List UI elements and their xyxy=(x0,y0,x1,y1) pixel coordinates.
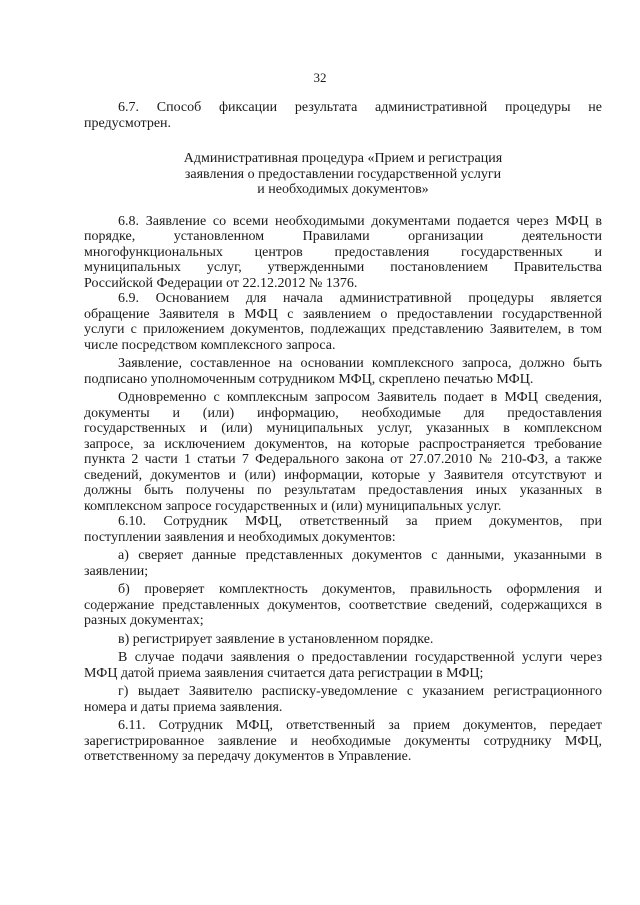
text-line: порядке, установленном Правилами организации деятельности xyxy=(84,229,602,244)
text-line: услуги с приложением документов, подлежащих представлению Заявителем, в том xyxy=(84,322,602,337)
text-line: комплексном запросе государственных и (или) муниципальных услуг. xyxy=(84,498,502,514)
paragraph-6-8 xyxy=(84,214,602,292)
paragraph-sluchae xyxy=(84,650,602,681)
text-line: многофункциональных центров предоставления государственных и xyxy=(84,244,602,260)
text-line: б) проверяет комплектность документов, правильность оформления и xyxy=(118,582,602,597)
text-line: МФЦ датой приема заявления считается дата регистрации в МФЦ; xyxy=(84,665,484,681)
paragraph-zayavlenie xyxy=(84,356,602,387)
paragraph-odnovremenno xyxy=(84,390,602,514)
text-line: числе посредством комплексного запроса. xyxy=(84,337,336,353)
text-line: номера и даты приема заявления. xyxy=(84,699,283,715)
paragraph-6-10 xyxy=(84,514,602,545)
text-line: разных документах; xyxy=(84,613,204,628)
text-line: В случае подачи заявления о предоставлении государственной услуги через xyxy=(118,650,602,665)
text-line: государственных и (или) муниципальных услуг, указанных в комплексном xyxy=(84,421,602,436)
text-line: Одновременно с комплексным запросом Заявитель подает в МФЦ сведения, xyxy=(118,390,602,405)
heading-line: Административная процедура «Прием и регистрация xyxy=(183,151,503,166)
text-line: 6.9. Основанием для начала административной процедуры является xyxy=(118,291,602,306)
text-line: содержание представленных документов, соответствие сведений, содержащихся в xyxy=(84,597,602,613)
text-line: Заявление, составленное на основании комплексного запроса, должно быть xyxy=(118,356,602,371)
paragraph-6-7 xyxy=(84,100,602,131)
document-body xyxy=(84,100,602,765)
heading-line: заявления о предоставлении государственной услуги xyxy=(184,166,502,182)
paragraph-6-9 xyxy=(84,291,602,353)
text-line: 6.10. Сотрудник МФЦ, ответственный за прием документов, при xyxy=(118,514,602,529)
text-line: запросе, за исключением документов, на которые распространяется требование xyxy=(84,436,602,452)
list-item-a xyxy=(84,548,602,579)
text-line: пункта 2 части 1 статьи 7 Федерального закона от 27.07.2010 № 210-ФЗ, а также xyxy=(84,452,602,467)
text-line: г) выдает Заявителю расписку-уведомление с указанием регистрационного xyxy=(118,684,602,699)
text-line: в) регистрирует заявление в установленном порядке. xyxy=(118,631,434,647)
text-line: заявлении; xyxy=(84,563,149,579)
page-number: 32 xyxy=(313,70,327,85)
text-line: поступлении заявления и необходимых документов: xyxy=(84,529,396,545)
text-line: обращение Заявителя в МФЦ с заявлением о предоставлении государственной xyxy=(84,306,602,322)
text-line: должны быть получены по результатам предоставления иных указанных в xyxy=(84,483,602,498)
text-line: документы и (или) информацию, необходимые для предоставления xyxy=(84,405,602,421)
section-heading xyxy=(84,151,602,198)
text-line: предусмотрен. xyxy=(84,115,172,131)
text-line: сведений, документов и (или) информации, которые у Заявителя отсутствуют и xyxy=(84,467,602,483)
text-line: 6.7. Способ фиксации результата административной процедуры не xyxy=(118,100,602,115)
text-line: Российской Федерации от 22.12.2012 № 1376. xyxy=(84,275,358,291)
text-line: 6.8. Заявление со всеми необходимыми документами подается через МФЦ в xyxy=(118,213,602,229)
paragraph-6-11 xyxy=(84,718,602,765)
text-line: муниципальных услуг, утвержденными постановлением Правительства xyxy=(84,260,602,275)
text-line: ответственному за передачу документов в Управление. xyxy=(84,749,412,764)
text-line: а) сверяет данные представленных документов с данными, указанными в xyxy=(118,548,602,563)
list-item-b xyxy=(84,582,602,629)
heading-line: и необходимых документов» xyxy=(257,182,429,197)
list-item-v xyxy=(84,632,602,648)
text-line: 6.11. Сотрудник МФЦ, ответственный за прием документов, передает xyxy=(118,718,602,733)
text-line: подписано уполномоченным сотрудником МФЦ, скреплено печатью МФЦ. xyxy=(84,371,534,387)
text-line: зарегистрированное заявление и необходимые документы сотруднику МФЦ, xyxy=(84,733,602,749)
list-item-g xyxy=(84,684,602,715)
